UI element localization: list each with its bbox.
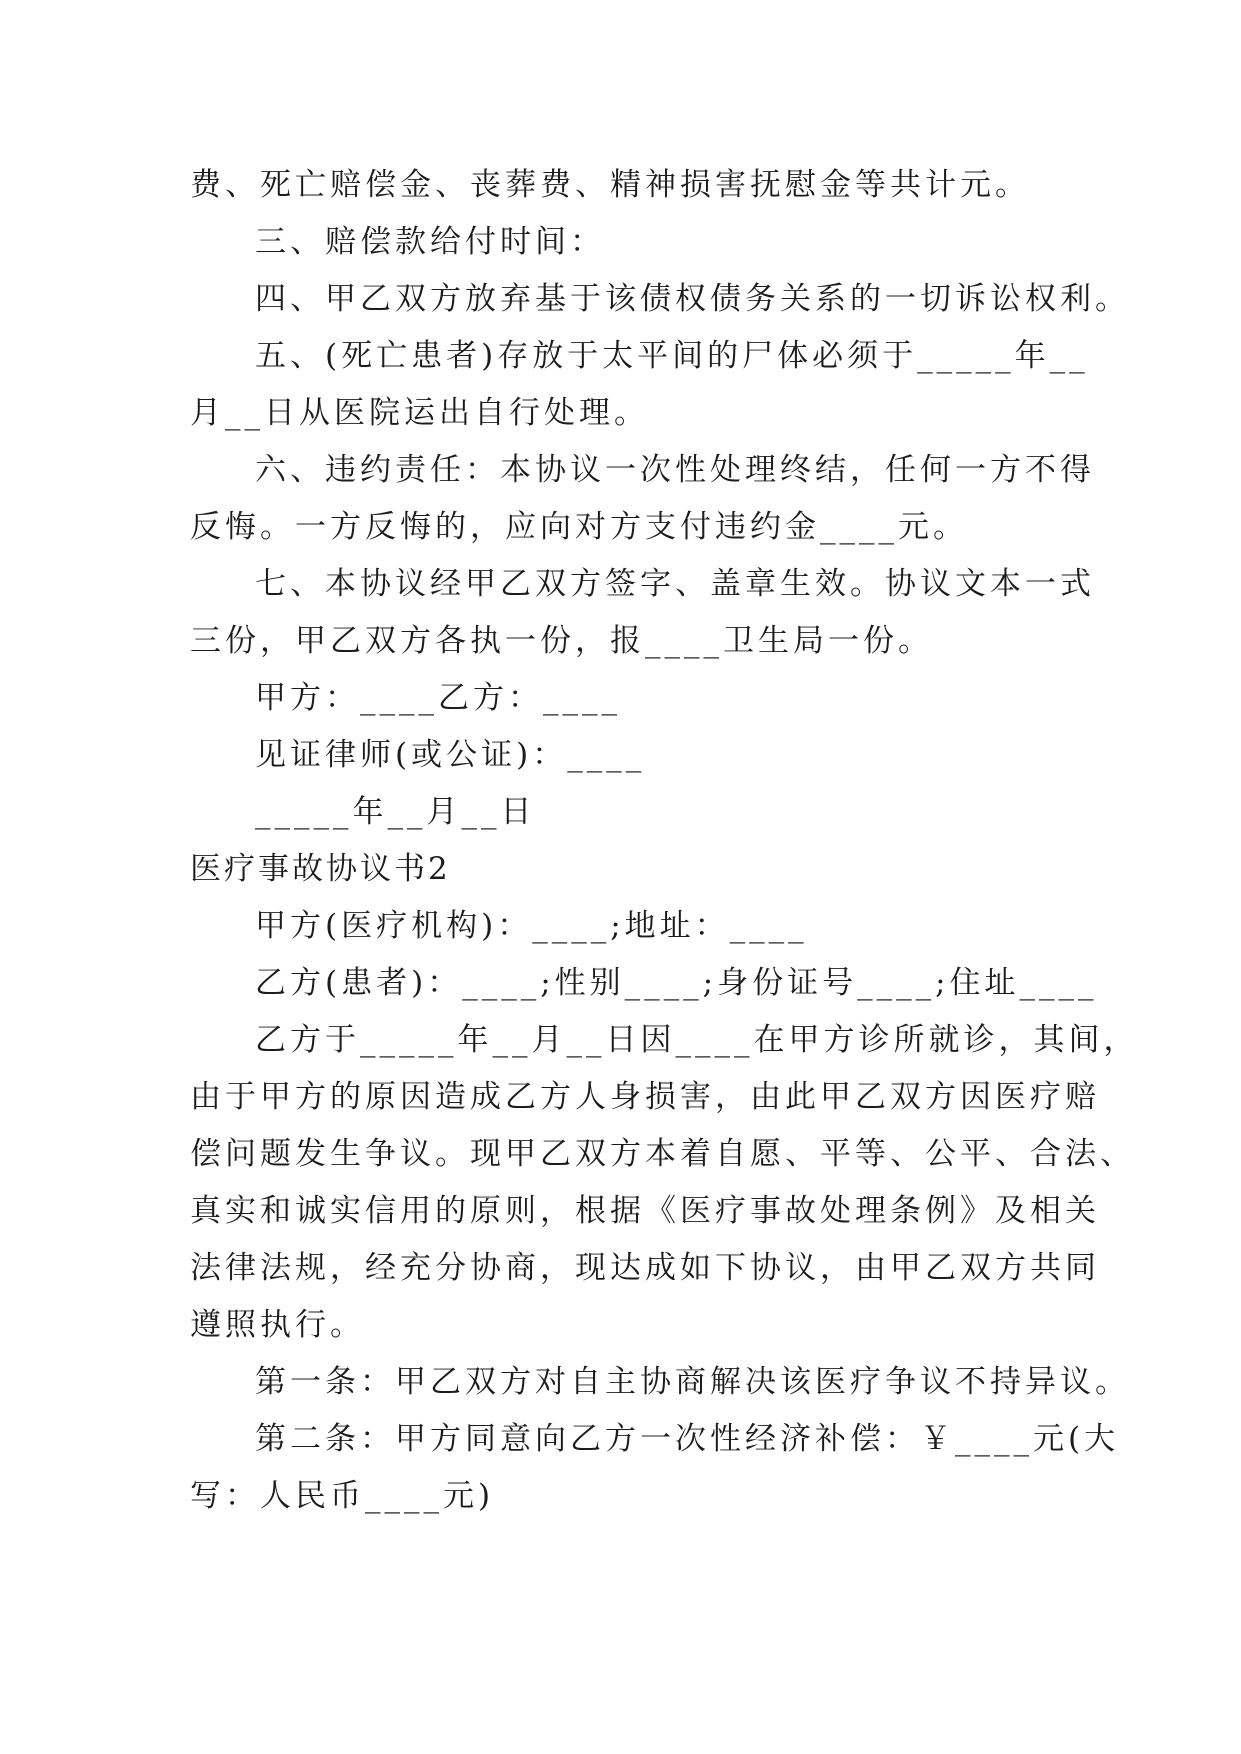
text-line: 第一条：甲乙双方对自主协商解决该医疗争议不持异议。 xyxy=(255,1364,1130,1400)
text-line: 月__日从医院运出自行处理。 xyxy=(190,395,649,431)
witness-line: 见证律师(或公证)：____ xyxy=(255,737,646,773)
text-line: 真实和诚实信用的原则，根据《医疗事故处理条例》及相关 xyxy=(190,1193,1100,1229)
text-line: 反悔。一方反悔的，应向对方支付违约金____元。 xyxy=(190,509,968,545)
text-line: 七、本协议经甲乙双方签字、盖章生效。协议文本一式 xyxy=(255,566,1095,602)
text-line: 四、甲乙双方放弃基于该债权债务关系的一切诉讼权利。 xyxy=(255,281,1130,317)
signature-line: 甲方：____乙方：____ xyxy=(255,680,621,716)
text-line: 乙方于_____年__月__日因____在甲方诊所就诊，其间， xyxy=(255,1022,1139,1058)
text-line: 费、死亡赔偿金、丧葬费、精神损害抚慰金等共计元。 xyxy=(190,167,1030,203)
text-line: 三份，甲乙双方各执一份，报____卫生局一份。 xyxy=(190,623,933,659)
date-line: _____年__月__日 xyxy=(255,794,536,830)
text-line: 偿问题发生争议。现甲乙双方本着自愿、平等、公平、合法、 xyxy=(190,1136,1135,1172)
text-line: 三、赔偿款给付时间： xyxy=(255,224,605,260)
text-line: 甲方(医疗机构)：____;地址：____ xyxy=(255,908,808,944)
text-line: 第二条：甲方同意向乙方一次性经济补偿：￥____元(大 xyxy=(255,1421,1120,1457)
text-line: 五、(死亡患者)存放于太平间的尸体必须于_____年__ xyxy=(255,338,1089,374)
text-line: 写：人民币____元) xyxy=(190,1478,495,1514)
text-line: 乙方(患者)：____;性别____;身份证号____;住址____ xyxy=(255,965,1098,1001)
text-line: 由于甲方的原因造成乙方人身损害，由此甲乙双方因医疗赔 xyxy=(190,1079,1100,1115)
text-line: 遵照执行。 xyxy=(190,1307,365,1343)
section-title: 医疗事故协议书2 xyxy=(190,851,451,887)
text-line: 六、违约责任：本协议一次性处理终结，任何一方不得 xyxy=(255,452,1095,488)
text-line: 法律法规，经充分协商，现达成如下协议，由甲乙双方共同 xyxy=(190,1250,1100,1286)
